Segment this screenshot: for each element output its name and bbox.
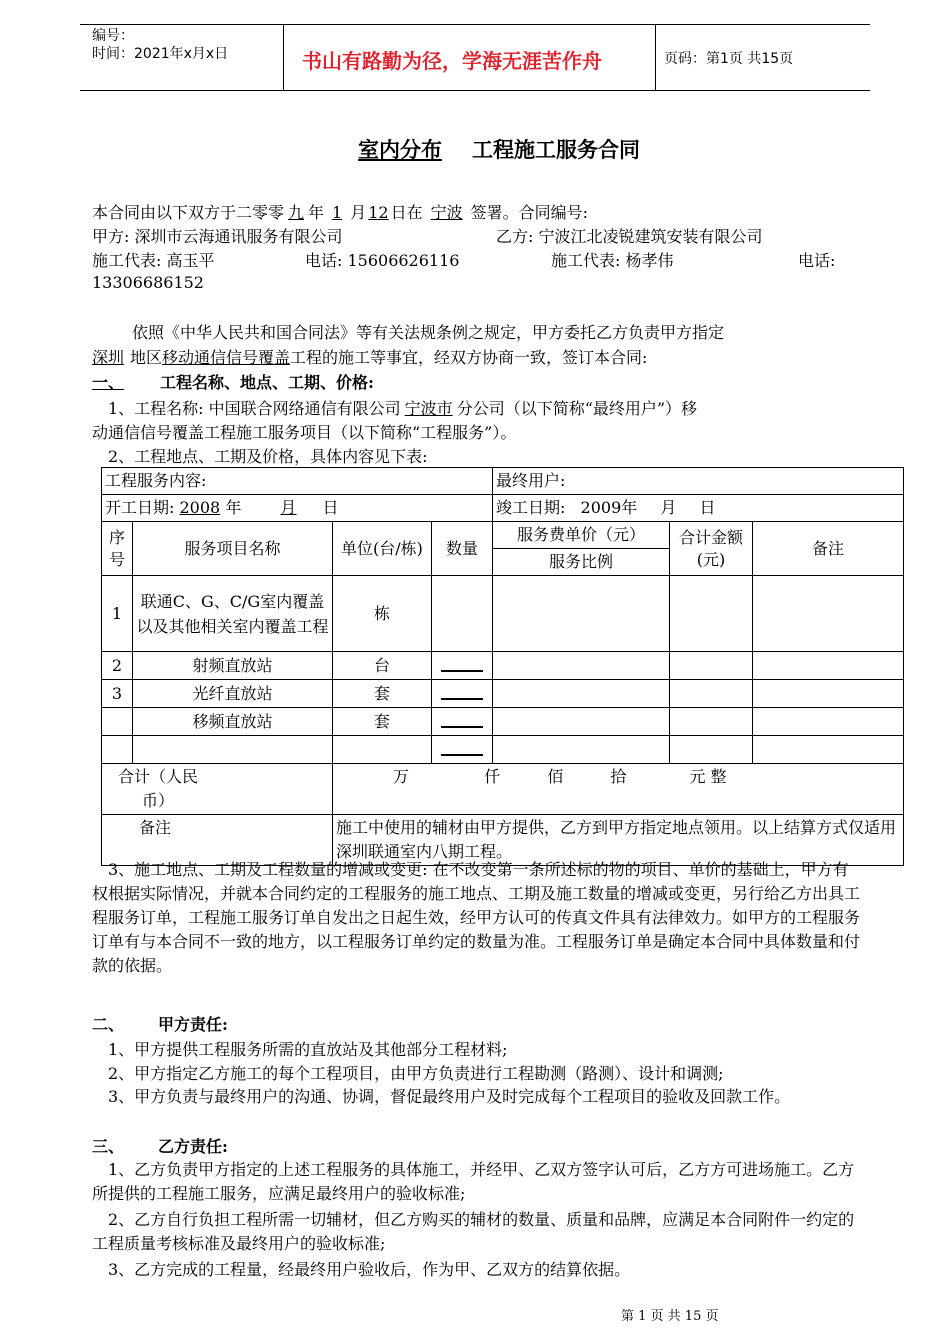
- section2-item3: 3、甲方负责与最终用户的沟通、协调，督促最终用户及时完成每个工程项目的验收及回款工作。: [108, 1087, 791, 1106]
- service-table: [101, 467, 904, 866]
- header-motto: 书山有路勤为径，学海无涯苦作舟: [302, 49, 602, 73]
- section2-item1: 1、甲方提供工程服务所需的直放站及其他部分工程材料;: [108, 1040, 508, 1059]
- section3-item3: 3、乙方完成的工程量，经最终用户验收后，作为甲、乙双方的结算依据。: [108, 1260, 631, 1279]
- qty-blank: [441, 708, 483, 728]
- section1-item2: 2、工程地点、工期及价格，具体内容见下表:: [108, 447, 428, 466]
- title-part1: 室内分布: [358, 137, 442, 162]
- sign-day: 12: [368, 203, 389, 222]
- section3-item1: 1、乙方负责甲方指定的上述工程服务的具体施工，并经甲、乙双方签字认可后，乙方方可进场施工。乙方所提供的工程施工服务，应满足最终用户的验收标准;: [92, 1160, 855, 1203]
- preamble-line-2: 深圳 地区移动通信信号覆盖工程的施工等事宜，经双方协商一致，签订本合同:: [92, 348, 648, 367]
- section1-item3: 3、施工地点、工期及工程数量的增减或变更: 在不改变第一条所述标的物的项目、单价的基础上，甲方有权根据实际情况，并就本合同约定的工程服务的施工地点、工期及施工数量的增减或变更，另行给乙方出具工程服务订单，工程施工服务订单自发出之日起生效，经甲方认可的传真文件具有法律效力。如甲方的工程服务订单有与本合同不一致的地方，以工程服务订单约定的数量为准。工程服务订单是确定本合同中具体数量和付款的依据。: [92, 860, 861, 975]
- section1-item1-cont: 动通信信号覆盖工程施工服务项目（以下简称“工程服务”）。: [92, 423, 517, 442]
- remark-text-cell: 施工中使用的辅材由甲方提供，乙方到甲方指定地点领用。以上结算方式仅适用深圳联通室内八期工程。: [333, 815, 904, 866]
- header-remark: 备注: [753, 522, 904, 576]
- section2-heading: 二、 甲方责任:: [92, 1015, 228, 1034]
- remark-label-cell: 备注: [102, 815, 333, 866]
- header-top-rule: [80, 24, 870, 25]
- header-ratio: 服务比例: [493, 549, 670, 576]
- preamble-city: 深圳: [92, 348, 125, 367]
- table-row: [102, 736, 904, 764]
- phone-b-label: 电话:: [798, 251, 836, 270]
- content-cell: 工程服务内容:: [102, 468, 493, 495]
- total-amount-cell: 万 仟 佰 拾 元 整: [333, 764, 904, 815]
- header-divider-left: [283, 24, 284, 90]
- document-time: 时间：2021年x月x日: [92, 46, 229, 62]
- table-row: 3 光纤直放站 套: [102, 680, 904, 708]
- sign-place: 宁波: [430, 203, 463, 222]
- party-b: 乙方: 宁波江北凌锐建筑安装有限公司: [496, 227, 763, 246]
- section3-item2: 2、乙方自行负担工程所需一切辅材，但乙方购买的辅材的数量、质量和品牌，应满足本合同附件一约定的工程质量考核标准及最终用户的验收标准;: [92, 1210, 855, 1253]
- section3-heading: 三、 乙方责任:: [92, 1137, 228, 1156]
- page-footer: 第 1 页 共 15 页: [621, 1309, 719, 1324]
- end-user-cell: 最终用户:: [493, 468, 904, 495]
- header-qty: 数量: [432, 522, 493, 576]
- header-name: 服务项目名称: [133, 522, 333, 576]
- section2-item2: 2、甲方指定乙方施工的每个工程项目，由甲方负责进行工程勘测（路测）、设计和调测;: [108, 1064, 724, 1083]
- qty-blank: [441, 736, 483, 756]
- total-cell: 合计（人民币）: [102, 764, 333, 815]
- section1-item1: 1、工程名称: 中国联合网络通信有限公司 宁波市 分公司（以下简称“最终用户”）移: [108, 399, 698, 418]
- header-unit: 单位(台/栋): [333, 522, 432, 576]
- header-total: 合计金额(元): [670, 522, 753, 576]
- rep-b: 施工代表: 杨孝伟: [551, 251, 674, 270]
- header-page-info: 页码：第1页 共15页: [664, 51, 794, 67]
- start-date-cell: 开工日期: 2008 年 月 日: [102, 495, 493, 522]
- header-divider-right: [655, 24, 656, 90]
- title-part2: 工程施工服务合同: [472, 137, 640, 162]
- header-price: 服务费单价（元）: [493, 522, 670, 549]
- contract-title: [330, 134, 640, 164]
- qty-blank: [441, 652, 483, 672]
- phone-b: 13306686152: [92, 273, 204, 292]
- table-row: 移频直放站 套: [102, 708, 904, 736]
- section1-heading: 一、 工程名称、地点、工期、价格:: [92, 373, 374, 392]
- document-number-label: 编号：: [92, 28, 134, 44]
- sign-month: 1: [332, 203, 343, 222]
- rep-a: 施工代表: 高玉平: [92, 251, 215, 270]
- table-row: 2 射频直放站 台: [102, 652, 904, 680]
- party-a: 甲方: 深圳市云海通讯服务有限公司: [92, 227, 343, 246]
- sign-year: 九: [288, 203, 305, 222]
- intro-line-1: 本合同由以下双方于二零零 九 年 1 月 12 日在 宁波 签署。合同编号:: [92, 203, 589, 222]
- qty-blank: [441, 680, 483, 700]
- finish-date-cell: 竣工日期: 2009年 月 日: [493, 495, 904, 522]
- header-seq: 序号: [102, 522, 133, 576]
- table-row: 1 联通C、G、C/G室内覆盖以及其他相关室内覆盖工程 栋: [102, 576, 904, 652]
- header-bottom-rule: [80, 90, 870, 91]
- phone-a: 电话: 15606626116: [305, 251, 460, 270]
- preamble-line-1: 依照《中华人民共和国合同法》等有关法规条例之规定，甲方委托乙方负责甲方指定: [132, 323, 725, 342]
